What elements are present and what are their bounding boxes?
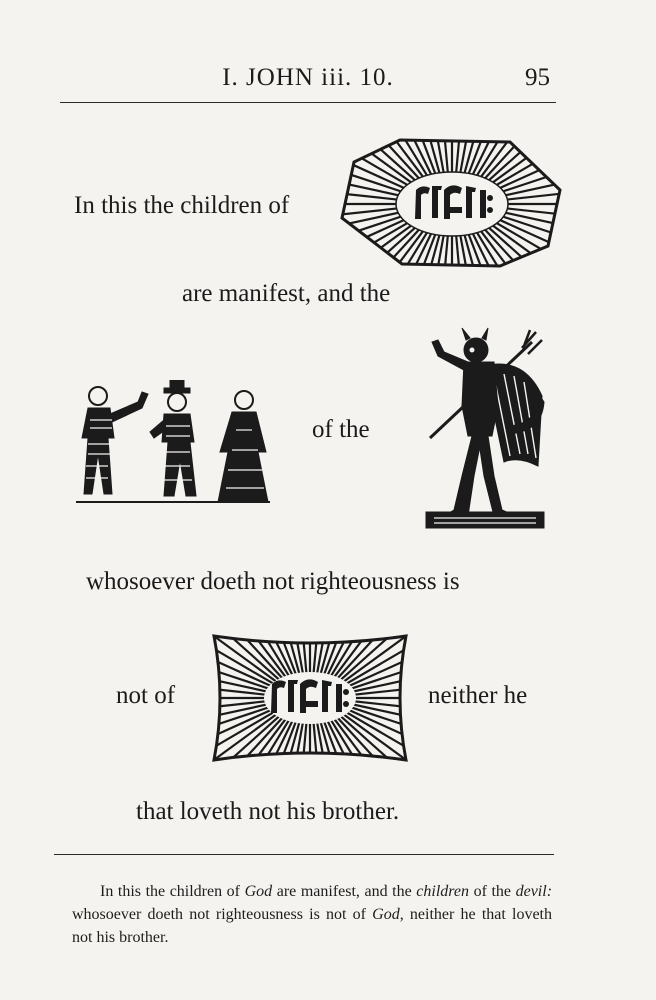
rebus-line-4: whosoever doeth not righteousness is [86,568,460,595]
page-title: I. JOHN iii. 10. [222,64,394,91]
footnote-italic: God [244,883,273,900]
page-header [60,62,556,103]
rebus-line-6: that loveth not his brother. [136,798,400,825]
rebus-line-5-right: neither he [428,682,528,709]
rebus-line-1: In this the children of [74,192,290,219]
footnote-text: whosoever doeth not righteousness is not of [72,906,373,923]
god-hebrew-woodcut-icon [210,632,410,764]
footnote-text: , neither he that loveth not his brother. [72,906,552,946]
footnote-text: of the [469,883,516,900]
rebus-line-5-left: not of [116,682,176,709]
devil-woodcut-icon [424,326,548,532]
footnote-text: are manifest, and the [272,883,417,900]
children-woodcut-icon [74,380,274,508]
footnote-text: In this the children of [100,883,245,900]
footnote [72,880,552,949]
footnote-italic: devil: [515,883,553,900]
footnote-italic: children [416,883,470,900]
god-hebrew-woodcut-icon [340,138,562,268]
rebus-line-3: of the [312,416,370,443]
rebus-line-2: are manifest, and the [182,280,391,307]
footnote-rule [54,854,554,855]
page-number: 95 [525,64,550,91]
footnote-italic: God [372,906,400,923]
footnote-paragraph [72,880,552,949]
